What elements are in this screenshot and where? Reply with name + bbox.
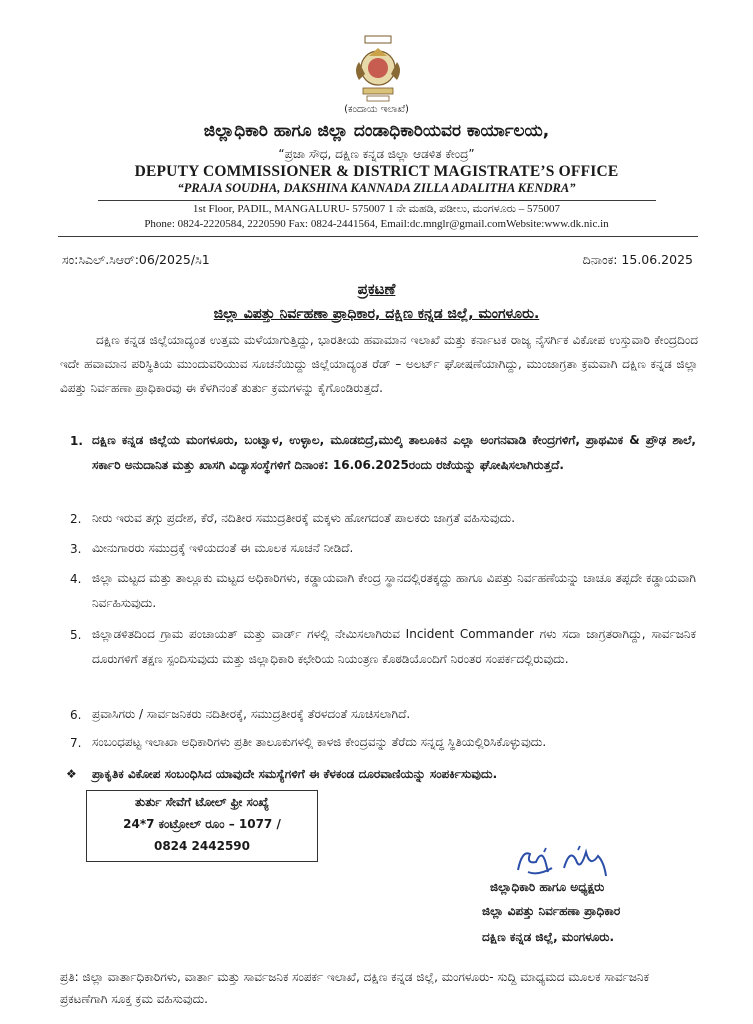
header-divider-bottom [58, 236, 698, 237]
office-address: 1st Floor, PADIL, MANGALURU- 575007 1 ನೇ ಮಹಡಿ, ಪಡೀಲು, ಮಂಗಳೂರು – 575007 [192, 203, 561, 215]
signatory-designation: ಜಿಲ್ಲಾಧಿಕಾರಿ ಹಾಗೂ ಅಧ್ಯಕ್ಷರು [490, 880, 605, 894]
point-text: ದಕ್ಷಿಣ ಕನ್ನಡ ಜಿಲ್ಲೆಯ ಮಂಗಳೂರು, ಬಂಟ್ವಾಳ, ಉಳ್ಳಾಲ, ಮೂಡಬಿದ್ರೆ,ಮುಲ್ಕಿ ತಾಲೂಕಿನ ಎಲ್ಲಾ ಅಂಗನವಾಡಿ ಕೇಂದ್ರಗಳಿಗೆ, ಪ್ರಾಥಮಿಕ & ಪ್ರೌಢ ಶಾಲೆ, ಸರ್ಕಾರಿ ಅನುದಾನಿತ ಮತ್ತು ಖಾಸಗಿ ವಿದ್ಯಾಸಂಸ್ಥೆಗಳಿಗೆ ದಿನಾಂಕ: 16.06.2025ರಂದು ರಜೆಯನ್ನು ಘೋಷಿಸಲಾಗಿರುತ್ತದೆ. [92, 433, 696, 472]
signatory-location: ದಕ್ಷಿಣ ಕನ್ನಡ ಜಿಲ್ಲೆ, ಮಂಗಳೂರು. [482, 930, 615, 944]
point-number: 6. [70, 708, 82, 722]
point-number: 2. [70, 512, 82, 526]
office-title-kannada: ಜಿಲ್ಲಾಧಿಕಾರಿ ಹಾಗೂ ಜಿಲ್ಲಾ ದಂಡಾಧಿಕಾರಿಯವರ ಕಾರ್ಯಾಲಯ, [203, 121, 550, 141]
point-number: 5. [70, 628, 82, 642]
header-divider-top [98, 200, 656, 201]
point-number: 7. [70, 736, 82, 750]
copy-to-note: ಪ್ರತಿ: ಜಿಲ್ಲಾ ವಾರ್ತಾಧಿಕಾರಿಗಳು, ವಾರ್ತಾ ಮತ್ತು ಸಾರ್ವಜನಿಕ ಸಂಪರ್ಕ ಇಲಾಖೆ, ದಕ್ಷಿಣ ಕನ್ನಡ ಜಿಲ್ಲೆ, ಮಂಗಳೂರು- ಸುದ್ದಿ ಮಾಧ್ಯಮದ ಮೂಲಕ ಸಾರ್ವಜನಿಕ ಪ್ರಕಟಣೆಗಾಗಿ ಸೂಕ್ತ ಕ್ರಮ ವಹಿಸುವುದು. [60, 970, 650, 1006]
point-number: 3. [70, 542, 82, 556]
office-subtitle-english: “PRAJA SOUDHA, DAKSHINA KANNADA ZILLA ADALITHA KENDRA” [177, 181, 576, 195]
point-text: ಪ್ರವಾಸಿಗರು / ಸಾರ್ವಜನಿಕರು ನದಿತೀರಕ್ಕೆ, ಸಮುದ್ರತೀರಕ್ಕೆ ತೆರಳದಂತೆ ಸೂಚಿಸಲಾಗಿದೆ. [92, 707, 411, 721]
office-subtitle-kannada: “ಪ್ರಜಾ ಸೌಧ, ದಕ್ಷಿಣ ಕನ್ನಡ ಜಿಲ್ಲಾ ಆಡಳಿತ ಕೇಂದ್ರ” [278, 147, 475, 161]
page-title: ಪ್ರಕಟಣೆ [357, 280, 396, 298]
office-contact: Phone: 0824-2220584, 2220590 Fax: 0824-2441564, Email:dc.mnglr@gmail.comWebsite:www.dk.nic.in [144, 218, 609, 230]
point-text: ಜಿಲ್ಲಾಡಳಿತದಿಂದ ಗ್ರಾಮ ಪಂಚಾಯತ್ ಮತ್ತು ವಾರ್ಡ್ ಗಳಲ್ಲಿ ನೇಮಿಸಲಾಗಿರುವ Incident Commander ಗಳು ಸದಾ ಜಾಗ್ರತರಾಗಿದ್ದು, ಸಾರ್ವಜನಿಕ ದೂರುಗಳಿಗೆ ತಕ್ಷಣ ಸ್ಪಂದಿಸುವುದು ಮತ್ತು ಜಿಲ್ಲಾಧಿಕಾರಿ ಕಛೇರಿಯ ನಿಯಂತ್ರಣ ಕೊಠಡಿಯೊಂದಿಗೆ ನಿರಂತರ ಸಂಪರ್ಕದಲ್ಲಿರುವುದು. [92, 627, 696, 666]
helpline-box [86, 790, 318, 862]
signatory-authority: ಜಿಲ್ಲಾ ವಿಪತ್ತು ನಿರ್ವಹಣಾ ಪ್ರಾಧಿಕಾರ [482, 904, 621, 918]
reference-number: ಸಂ:ಸಿಎಲ್.ಸಿಆರ್:06/2025/ಸಿ1 [62, 252, 210, 267]
point-text: ಜಿಲ್ಲಾ ಮಟ್ಟದ ಮತ್ತು ತಾಲ್ಲೂಕು ಮಟ್ಟದ ಅಧಿಕಾರಿಗಳು, ಕಡ್ಡಾಯವಾಗಿ ಕೇಂದ್ರ ಸ್ಥಾನದಲ್ಲಿರತಕ್ಕದ್ದು ಹಾಗೂ ವಿಪತ್ತು ನಿರ್ವಹಣೆಯನ್ನು ಚಾಚೂ ತಪ್ಪದೇ ಕಡ್ಡಾಯವಾಗಿ ನಿರ್ವಹಿಸುವುದು. [92, 571, 696, 610]
helpline-title: ತುರ್ತು ಸೇವೆಗೆ ಟೋಲ್ ಫ್ರೀ ಸಂಖ್ಯೆ [134, 795, 270, 809]
point-number: 4. [70, 572, 82, 586]
point-text: ಸಂಬಂಧಪಟ್ಟ ಇಲಾಖಾ ಅಧಿಕಾರಿಗಳು ಪ್ರತೀ ತಾಲೂಕುಗಳಲ್ಲಿ ಕಾಳಜಿ ಕೇಂದ್ರವನ್ನು ತೆರೆದು ಸನ್ನದ್ಧ ಸ್ಥಿತಿಯಲ್ಲಿರಿಸಿಕೊಳ್ಳುವುದು. [92, 735, 547, 749]
helpline-control-room: 24*7 ಕಂಟ್ರೋಲ್ ರೂಂ – 1077 / [123, 817, 281, 831]
signature-icon [508, 842, 616, 882]
page-subtitle: ಜಿಲ್ಲಾ ವಿಪತ್ತು ನಿರ್ವಹಣಾ ಪ್ರಾಧಿಕಾರ, ದಕ್ಷಿಣ ಕನ್ನಡ ಜಿಲ್ಲೆ, ಮಂಗಳೂರು. [213, 306, 540, 322]
office-title-english: DEPUTY COMMISSIONER & DISTRICT MAGISTRATE’S OFFICE [134, 163, 619, 180]
point-text: ನೀರು ಇರುವ ತಗ್ಗು ಪ್ರದೇಶ, ಕೆರೆ, ನದಿತೀರ ಸಮುದ್ರತೀರಕ್ಕೆ ಮಕ್ಕಳು ಹೋಗದಂತೆ ಪಾಲಕರು ಜಾಗ್ರತೆ ವಹಿಸುವುದು. [92, 511, 516, 525]
helpline-instruction: ಪ್ರಾಕೃತಿಕ ವಿಕೋಪ ಸಂಬಂಧಿಸಿದ ಯಾವುದೇ ಸಮಸ್ಯೆಗಳಿಗೆ ಈ ಕೆಳಕಂಡ ದೂರವಾಣಿಯನ್ನು ಸಂಪರ್ಕಿಸುವುದು. [92, 767, 498, 781]
karnataka-emblem-icon [345, 34, 411, 104]
point-number: 1. [70, 434, 83, 448]
department-label: (ಕಂದಾಯ ಇಲಾಖೆ) [344, 104, 409, 115]
intro-paragraph: ದಕ್ಷಿಣ ಕನ್ನಡ ಜಿಲ್ಲೆಯಾದ್ಯಂತ ಉತ್ತಮ ಮಳೆಯಾಗುತ್ತಿದ್ದು, ಭಾರತೀಯ ಹವಾಮಾನ ಇಲಾಖೆ ಮತ್ತು ಕರ್ನಾಟಕ ರಾಜ್ಯ ನೈಸರ್ಗಿಕ ವಿಕೋಪ ಉಸ್ತುವಾರಿ ಕೇಂದ್ರದಿಂದ ಇದೇ ಹವಾಮಾನ ಪರಿಸ್ಥಿತಿಯ ಮುಂದುವರಿಯುವ ಸೂಚನೆಯಿದ್ದು ಜಿಲ್ಲೆಯಾದ್ಯಂತ ರೆಡ್ – ಅಲರ್ಟ್ ಘೋಷಣೆಯಾಗಿದ್ದು, ಮುಂಜಾಗ್ರತಾ ಕ್ರಮವಾಗಿ ದಕ್ಷಿಣ ಕನ್ನಡ ಜಿಲ್ಲಾ ವಿಪತ್ತು ನಿರ್ವಹಣಾ ಪ್ರಾಧಿಕಾರವು ಈ ಕೆಳಗಿನಂತೆ ತುರ್ತು ಕ್ರಮಗಳನ್ನು ಕೈಗೊಂಡಿರುತ್ತದೆ. [60, 333, 698, 395]
document-date: ದಿನಾಂಕ: 15.06.2025 [582, 252, 693, 267]
point-text: ಮೀನುಗಾರರು ಸಮುದ್ರಕ್ಕೆ ಇಳಿಯದಂತೆ ಈ ಮೂಲಕ ಸೂಚನೆ ನೀಡಿದೆ. [92, 541, 354, 555]
helpline-number: 0824 2442590 [153, 839, 251, 853]
diamond-bullet-icon: ❖ [66, 767, 77, 781]
